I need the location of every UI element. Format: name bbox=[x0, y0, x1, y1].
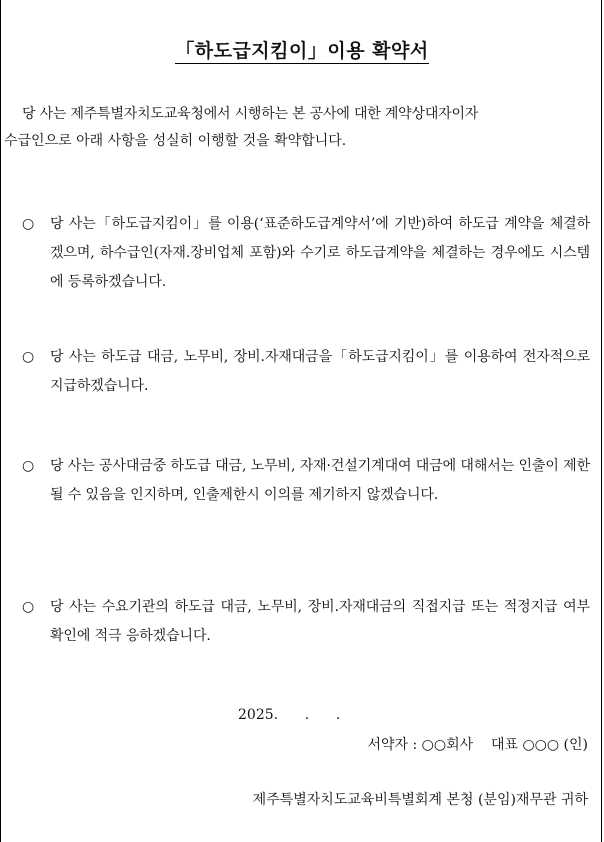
clause-text: 당 사는 수요기관의 하도급 대금, 노무비, 장비.자재대금의 직접지급 또는 적정지급 여부 확인에 적극 응하겠습니다. bbox=[50, 599, 590, 644]
clause-item bbox=[22, 210, 590, 297]
clause-text: 당 사는「하도급지킴이」를 이용(‘표준하도급계약서’에 기반)하여 하도급 계약을 체결하겠으며, 하수급인(자재.장비업체 포함)와 수기로 하도급계약을 체결하는 경우에도 시스템에 등록하겠습니다. bbox=[50, 216, 590, 290]
circle-bullet-icon: ○ bbox=[22, 599, 35, 615]
document-title-text: 「하도급지킴이」이용 확약서 bbox=[175, 40, 429, 62]
clause-item bbox=[22, 343, 590, 401]
circle-bullet-icon: ○ bbox=[22, 349, 35, 365]
addressee-line: 제주특별자치도교육비특별회계 본청 (분임)재무관 귀하 bbox=[252, 792, 588, 808]
circle-bullet-icon: ○ bbox=[22, 216, 35, 232]
document-title bbox=[0, 36, 604, 63]
signer-line: 서약자 : ○○회사 대표 ○○○ (인) bbox=[367, 737, 588, 753]
intro-line-2: 수급인으로 아래 사항을 성실히 이행할 것을 확약합니다. bbox=[4, 133, 347, 149]
date-line: 2025. . . bbox=[238, 707, 341, 723]
circle-bullet-icon: ○ bbox=[22, 458, 35, 474]
clause-text: 당 사는 하도급 대금, 노무비, 장비.자재대금을「하도급지킴이」를 이용하여 전자적으로 지급하겠습니다. bbox=[50, 349, 590, 394]
clause-text: 당 사는 공사대금중 하도급 대금, 노무비, 자재·건설기계대여 대금에 대해서는 인출이 제한될 수 있음을 인지하며, 인출제한시 이의를 제기하지 않겠습니다. bbox=[50, 458, 590, 503]
clause-item bbox=[22, 452, 590, 510]
intro-line-1: 당 사는 제주특별자치도교육청에서 시행하는 본 공사에 대한 계약상대자이자 bbox=[22, 106, 479, 122]
clause-item bbox=[22, 593, 590, 651]
intro-paragraph bbox=[4, 101, 590, 155]
